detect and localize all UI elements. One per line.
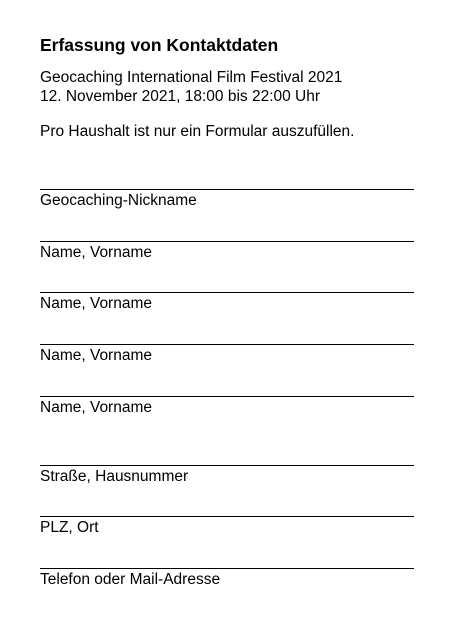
signature-line[interactable]	[40, 292, 414, 293]
signature-line[interactable]	[40, 344, 414, 345]
form-title: Erfassung von Kontaktdaten	[40, 35, 279, 55]
field-label: Name, Vorname	[40, 347, 152, 364]
field-label: Straße, Hausnummer	[40, 468, 189, 485]
field-label: Name, Vorname	[40, 399, 152, 416]
signature-line[interactable]	[40, 189, 414, 190]
event-datetime: 12. November 2021, 18:00 bis 22:00 Uhr	[40, 88, 321, 105]
event-info	[40, 68, 342, 106]
signature-line[interactable]	[40, 396, 414, 397]
signature-line[interactable]	[40, 465, 414, 466]
signature-line[interactable]	[40, 568, 414, 569]
event-name: Geocaching International Film Festival 2021	[40, 69, 343, 86]
field-label: Name, Vorname	[40, 295, 152, 312]
field-label: Name, Vorname	[40, 244, 152, 261]
signature-line[interactable]	[40, 241, 414, 242]
signature-line[interactable]	[40, 516, 414, 517]
field-label: Geocaching-Nickname	[40, 192, 197, 209]
field-label: Telefon oder Mail-Adresse	[40, 571, 221, 588]
form-note: Pro Haushalt ist nur ein Formular auszufüllen.	[40, 123, 355, 140]
field-label: PLZ, Ort	[40, 519, 99, 536]
